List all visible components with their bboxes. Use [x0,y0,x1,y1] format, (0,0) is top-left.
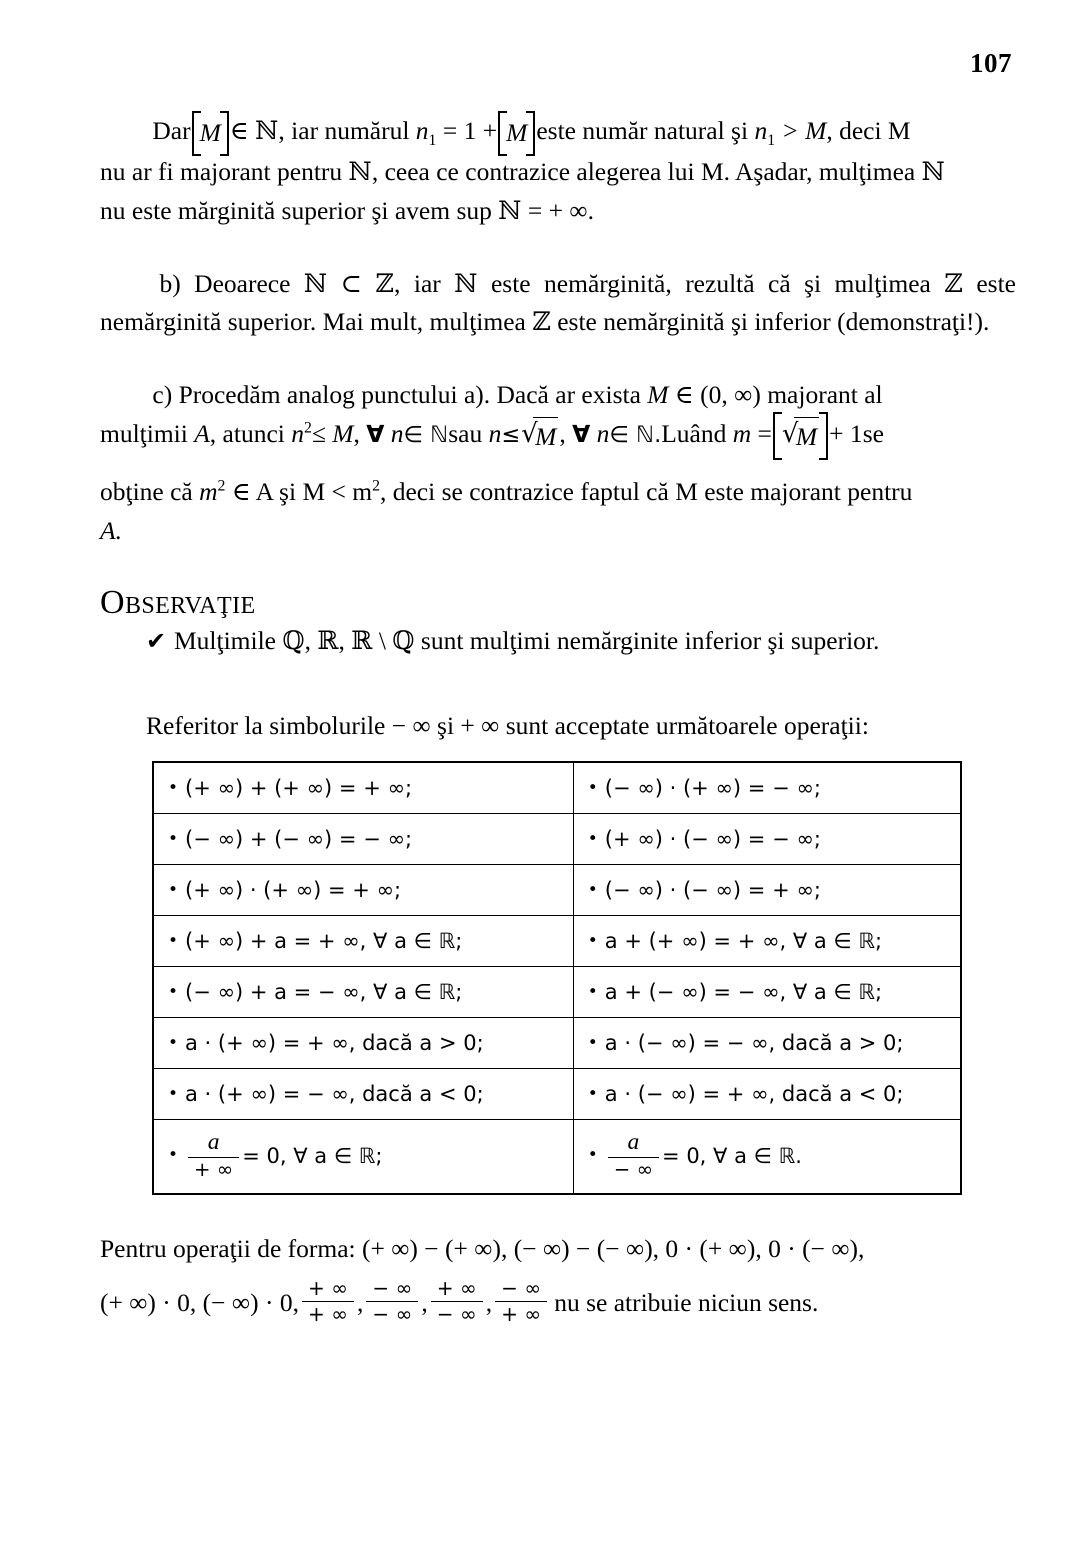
bullet-icon: • [168,778,179,799]
pc-l2c: , [353,418,360,448]
pc-l3c: , deci se contrazice faptul că M este majorant pentru [379,476,913,506]
fraction-sep-2: , [421,1288,428,1318]
table-row [153,967,961,1018]
variable-n1: n [415,116,429,145]
bullet-icon: • [587,880,598,901]
table-cell-right [573,916,961,967]
page-content [100,112,1016,1328]
paragraph-c-l1b: ∈ (0, ∞) majorant al [674,380,883,410]
bullet-icon: • [168,880,179,901]
pc-luand: Luând [661,418,727,448]
check-icon: ✔ [146,627,167,656]
pc-l2a: mulţimii [100,418,188,448]
table-cell-right [573,814,961,865]
subscript-1: 1 [428,132,437,150]
sqrt-M-1: √ M [521,416,558,457]
spacer-4 [100,550,1016,584]
operation-text: (+ ∞) · (+ ∞) = + ∞; [185,878,402,903]
paragraph-a-line3: nu este mărginită superior şi avem sup ℕ = + ∞. [100,195,594,225]
bottom-line2-prefix: (+ ∞) · 0, (− ∞) · 0, [100,1288,299,1318]
operation-text: a + (+ ∞) = + ∞, ∀ a ∈ ℝ; [604,929,883,954]
paragraph-c-label: c) [152,380,173,410]
para-a-tail2: , deci M [826,116,911,145]
observatie-item-1-text: Mulţimile ℚ, ℝ, ℝ \ ℚ sunt mulţimi nemărginite inferior şi superior. [174,626,880,656]
pc-A-final: A. [100,515,122,545]
para-a-after-bracket: ∈ ℕ, iar numărul [229,116,410,145]
paragraph-b-label: b) [159,268,181,298]
fraction-a-over-plus-infinity: $\frac{a}{+ \infty}$ [188,1129,239,1181]
table-row [153,1069,961,1120]
paragraph-b-text: Deoarece ℕ ⊂ ℤ, iar ℕ este nemărginită, rezultă că şi mulţimea ℤ este nemărginită superior. Mai mult, mulţimea ℤ este nemărginită şi inferior (demonstraţi!). [100,268,1017,337]
operations-table-container [152,761,962,1195]
pc-in-N-2: ∈ ℕ. [609,421,662,448]
table-row [153,814,961,865]
spacer-5 [100,661,1016,707]
pc-n-3: n [488,418,502,448]
table-cell-left [153,916,573,967]
table-row-fractions [153,1120,961,1195]
bracket-sqrt-M [773,415,828,457]
operation-text: (+ ∞) + a = + ∞, ∀ a ∈ ℝ; [185,929,463,954]
fraction-a-over-minus-infinity: $\frac{a}{- \infty}$ [608,1129,659,1181]
operation-text: (− ∞) · (− ∞) = + ∞; [604,878,821,903]
forall-icon-1: ∀ [366,419,385,448]
operation-text: (− ∞) · (+ ∞) = − ∞; [604,776,821,801]
operation-text: (− ∞) + (− ∞) = − ∞; [185,827,413,852]
para-a-eq: = 1 + [442,116,498,145]
bottom-paragraph-line2 [100,1275,1016,1328]
fraction-1: $\frac{+ \infty}{+ \infty}$ [302,1277,354,1326]
variable-n1-b: n [754,116,768,145]
fraction-2: $\frac{- \infty}{- \infty}$ [366,1277,418,1326]
operation-text: a · (+ ∞) = + ∞, dacă a > 0; [185,1031,484,1056]
pc-se: se [862,418,884,448]
operation-text: (− ∞) + a = − ∞, ∀ a ∈ ℝ; [185,980,463,1005]
table-cell-right [573,1069,961,1120]
paragraph-a-line2: nu ar fi majorant pentru ℕ, ceea ce contrazice alegerea lui M. Aşadar, mulţimea ℕ [100,157,945,187]
observatie-heading-initial: O [100,584,125,622]
bullet-icon: • [587,982,598,1003]
bullet-icon: • [587,829,598,850]
bottom-line2-suffix: nu se atribuie niciun sens. [554,1288,819,1318]
fraction-tail: = 0, ∀ a ∈ ℝ. [662,1143,802,1168]
para-a-tail1: este număr natural şi [536,116,749,145]
para-a-prefix: Dar [152,116,191,145]
bullet-icon: • [587,1084,598,1105]
para-a-gt-M: > M [781,116,827,145]
paragraph-c-line2 [100,415,1016,457]
bullet-icon: • [168,1145,179,1166]
table-cell-left [153,1018,573,1069]
operation-text: a · (− ∞) = − ∞, dacă a > 0; [604,1031,904,1056]
pc-le-M: ≤ M [311,418,354,448]
table-cell-right [573,1018,961,1069]
operations-table [152,761,962,1195]
paragraph-c-line4 [100,512,1016,551]
bullet-icon: • [587,1033,598,1054]
subscript-1-b: 1 [767,132,776,150]
bullet-icon: • [168,931,179,952]
paragraph-c-l1a: Procedăm analog punctului a). Dacă ar exista [178,380,641,410]
operation-text: (+ ∞) · (− ∞) = − ∞; [604,827,821,852]
table-cell-right [573,762,961,814]
pc-exp-4: 2 [372,477,380,495]
table-intro-text: Referitor la simbolurile − ∞ şi + ∞ sunt acceptate următoarele operaţii: [146,710,869,740]
table-cell-right [573,865,961,916]
paragraph-c-line3 [100,473,1016,512]
bullet-icon: • [587,1145,598,1166]
table-cell-left [153,762,573,814]
pc-le-2: ≤ [501,421,521,448]
table-cell-right-fraction [573,1120,961,1195]
operation-text: (+ ∞) + (+ ∞) = + ∞; [185,776,413,801]
table-cell-left [153,814,573,865]
operation-text: a · (− ∞) = + ∞, dacă a < 0; [604,1082,904,1107]
forall-icon-2: ∀ [572,419,591,448]
pc-l3a: obţine că [100,476,193,506]
pc-l2d: , [559,418,566,448]
observatie-item-1 [100,622,1016,660]
table-row [153,1018,961,1069]
fraction-sep-3: , [485,1288,493,1318]
bracket-M-2: M [498,114,535,153]
fraction-sep-1: , [356,1288,364,1318]
bullet-icon: • [168,1033,179,1054]
paragraph-c-line1 [100,376,1016,415]
observatie-heading-rest: BSERVAŢIE [124,593,256,620]
table-cell-left [153,967,573,1018]
bullet-icon: • [587,778,598,799]
paragraph-a-continuation [100,112,1016,153]
operation-text: a + (− ∞) = − ∞, ∀ a ∈ ℝ; [604,980,883,1005]
pc-l2b: , atunci [209,418,285,448]
table-cell-left [153,1069,573,1120]
table-cell-right [573,967,961,1018]
fraction-4: $\frac{- \infty}{+ \infty}$ [495,1277,547,1326]
pc-in-N-1: ∈ ℕ [403,421,449,448]
pc-exp-3: 2 [217,477,226,495]
bullet-icon: • [168,829,179,850]
table-row [153,865,961,916]
table-row [153,762,961,814]
bottom-paragraph-line1: Pentru operaţii de forma: (+ ∞) − (+ ∞), (− ∞) − (− ∞), 0 · (+ ∞), 0 · (− ∞), [100,1234,865,1264]
spacer-3 [100,457,1016,473]
operation-text: a · (+ ∞) = − ∞, dacă a < 0; [185,1082,484,1107]
pc-set-A: A [194,418,210,448]
pc-l3b: ∈ A şi M < m [231,476,373,506]
bullet-icon: • [168,982,179,1003]
pc-sau: sau [448,418,483,448]
pc-plus1: + 1 [829,418,863,448]
spacer-6 [100,745,1016,761]
bracket-M-1: M [192,114,229,153]
paragraph-c-M: M [647,380,669,410]
table-cell-left [153,865,573,916]
spacer-2 [100,342,1016,376]
spacer-7 [100,1195,1016,1229]
fraction-tail: = 0, ∀ a ∈ ℝ; [242,1143,383,1168]
operations-table-body [153,762,961,1194]
spacer-1 [100,231,1016,265]
bullet-icon: • [587,931,598,952]
observatie-heading [100,584,1016,622]
bullet-icon: • [168,1084,179,1105]
fraction-3: $\frac{+ \infty}{- \infty}$ [431,1277,483,1326]
pc-m-2: m [199,476,218,506]
pc-eq: = [757,418,772,448]
pc-n-4: n [596,418,610,448]
page-number: 107 [970,48,1012,78]
pc-m: m [732,418,752,448]
pc-n-1: n [291,418,304,448]
pc-exp-2: 2 [303,419,312,437]
table-row [153,916,961,967]
sqrt-M-2: √ M [782,416,819,457]
table-cell-left-fraction [153,1120,573,1195]
paragraph-b [100,265,1016,343]
pc-n-2: n [390,418,404,448]
